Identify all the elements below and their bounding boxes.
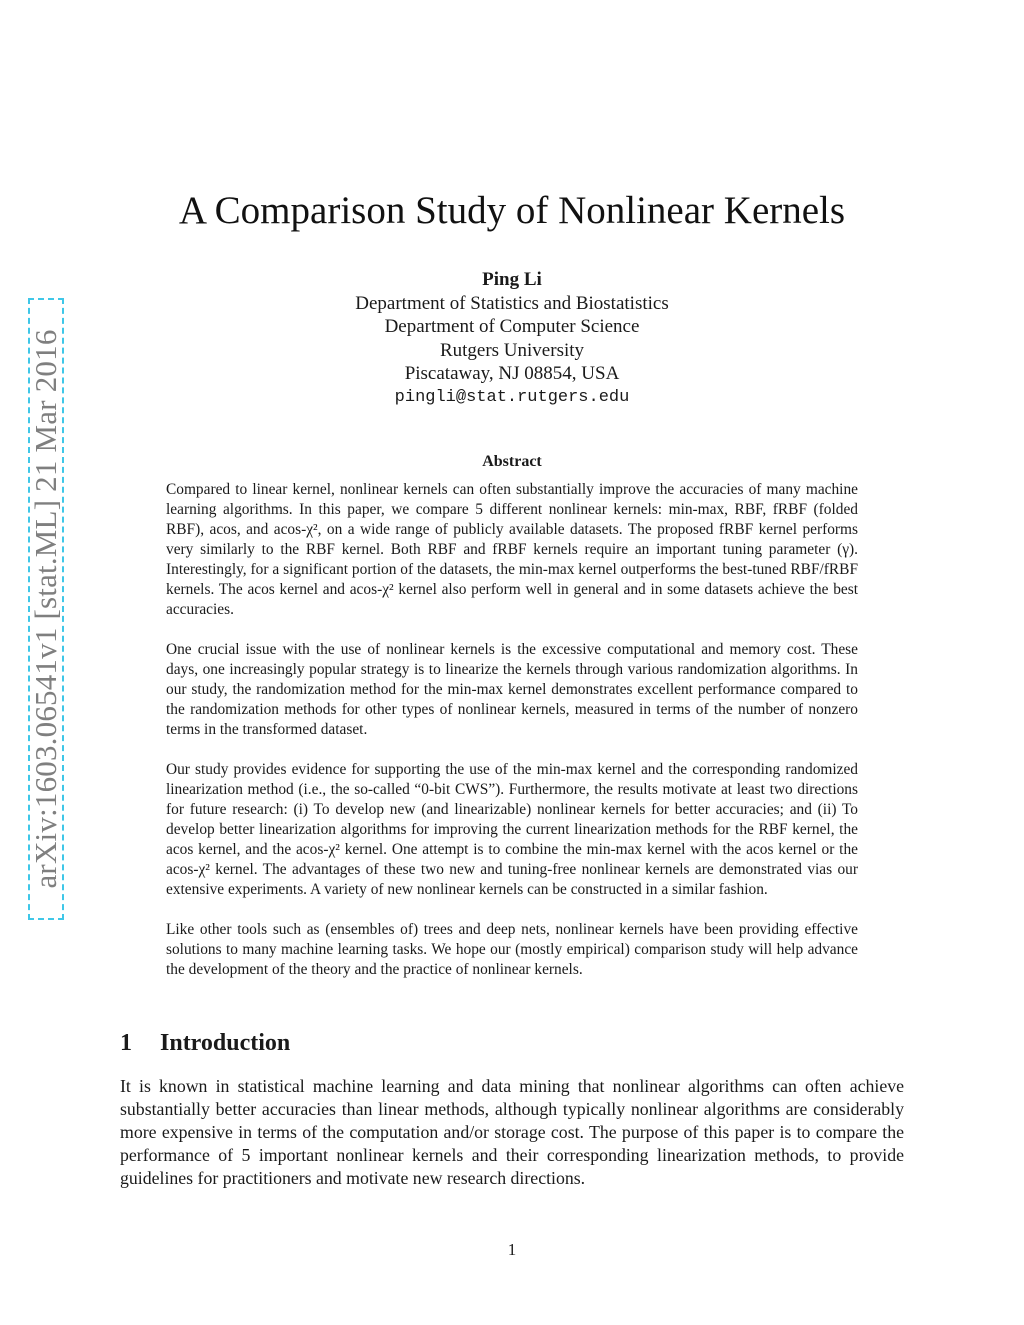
abstract-paragraph: Our study provides evidence for supporting the use of the min-max kernel and the corresponding randomized linearization method (i.e., the so-called “0-bit CWS”). Furthermore, the results motivate at least two directions for future research: (i) To develop new (and linearizable) nonlinear kernels for better accuracies; and (ii) To develop better linearization algorithms for improving the current linearization methods for the RBF kernel, the acos kernel, and the acos-χ² kernel. One attempt is to combine the min-max kernel with the acos kernel or the acos-χ² kernel. The advantages of these two new and tuning-free nonlinear kernels are demonstrated vias our extensive experiments. A variety of new nonlinear kernels can be constructed in a similar fashion. [166, 761, 858, 898]
author-email: pingli@stat.rutgers.edu [394, 387, 630, 407]
section-title: Introduction [160, 1030, 291, 1056]
paper-title: A Comparison Study of Nonlinear Kernels [178, 189, 846, 232]
affiliation-line: Piscataway, NJ 08854, USA [404, 363, 620, 384]
abstract-paragraph: Like other tools such as (ensembles of) trees and deep nets, nonlinear kernels have been providing effective solutions to many machine learning tasks. We hope our (mostly empirical) comparison study will help advance the development of the theory and the practice of nonlinear kernels. [166, 921, 858, 978]
section-number: 1 [120, 1030, 132, 1056]
abstract-paragraph: One crucial issue with the use of nonlinear kernels is the excessive computational and memory cost. These days, one increasingly popular strategy is to linearize the kernels through various randomization algorithms. In our study, the randomization method for the min-max kernel demonstrates excellent performance compared to the randomization methods for other types of nonlinear kernels, measured in terms of the number of nonzero terms in the transformed dataset. [166, 641, 858, 738]
abstract-heading: Abstract [482, 453, 542, 470]
abstract-paragraph: Compared to linear kernel, nonlinear kernels can often substantially improve the accuracies of many machine learning algorithms. In this paper, we compare 5 different nonlinear kernels: min-max, RBF, fRBF (folded RBF), acos, and acos-χ², on a wide range of publicly available datasets. The proposed fRBF kernel performs very similarly to the RBF kernel. Both RBF and fRBF kernels require an important tuning parameter (γ). Interestingly, for a significant portion of the datasets, the min-max kernel outperforms the best-tuned RBF/fRBF kernels. The acos kernel and acos-χ² kernel also perform well in general and in some datasets achieve the best accuracies. [166, 481, 858, 618]
author-name: Ping Li [482, 269, 542, 290]
abstract-body [166, 480, 858, 1000]
affiliation-line: Rutgers University [439, 339, 585, 361]
affiliation-line: Department of Computer Science [384, 316, 640, 337]
section-heading [120, 1030, 290, 1057]
author-block [0, 268, 1024, 409]
page-number: 1 [507, 1240, 517, 1259]
arxiv-stamp-text: arXiv:1603.06541v1 [stat.ML] 21 Mar 2016 [28, 329, 63, 889]
affiliation-line: Department of Statistics and Biostatistics [355, 292, 669, 314]
intro-paragraph: It is known in statistical machine learning and data mining that nonlinear algorithms can often achieve substantially better accuracies than linear methods, although typically nonlinear algorithms are considerably more expensive in terms of the computation and/or storage cost. The purpose of this paper is to compare the performance of 5 important nonlinear kernels and their corresponding linearization methods, to provide guidelines for practitioners and motivate new research directions. [120, 1076, 904, 1188]
